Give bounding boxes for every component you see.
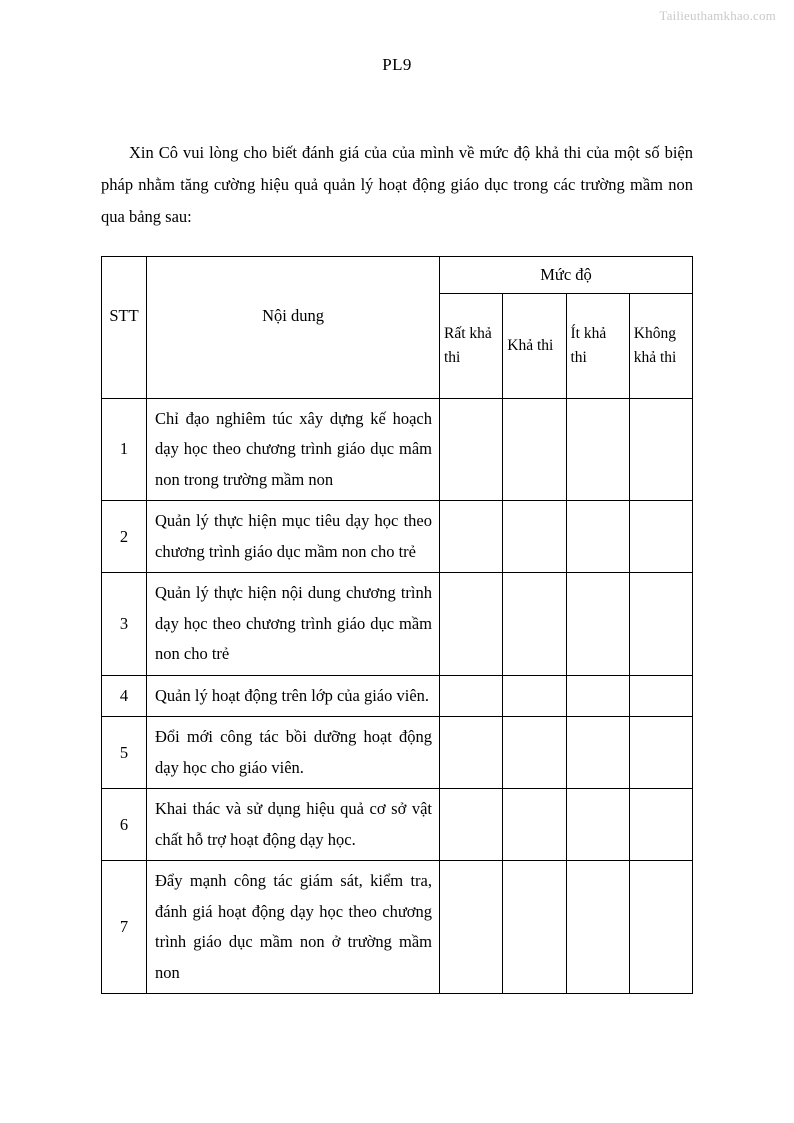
- answer-cell-khong-kha-thi[interactable]: [629, 398, 692, 501]
- row-content: Quản lý thực hiện nội dung chương trình dạy học theo chương trình giáo dục mầm non cho trẻ: [147, 573, 440, 676]
- row-number: 3: [102, 573, 147, 676]
- table-row: [102, 573, 693, 676]
- answer-cell-khong-kha-thi[interactable]: [629, 573, 692, 676]
- answer-cell-it-kha-thi[interactable]: [566, 675, 629, 717]
- row-content: Quản lý hoạt động trên lớp của giáo viên.: [147, 675, 440, 717]
- answer-cell-khong-kha-thi[interactable]: [629, 861, 692, 994]
- table-row: [102, 675, 693, 717]
- answer-cell-it-kha-thi[interactable]: [566, 501, 629, 573]
- table-header-row-top: [102, 256, 693, 293]
- answer-cell-it-kha-thi[interactable]: [566, 398, 629, 501]
- answer-cell-rat-kha-thi[interactable]: [440, 398, 503, 501]
- row-number: 1: [102, 398, 147, 501]
- answer-cell-khong-kha-thi[interactable]: [629, 501, 692, 573]
- survey-table: [101, 256, 693, 995]
- row-number: 5: [102, 717, 147, 789]
- answer-cell-rat-kha-thi[interactable]: [440, 861, 503, 994]
- row-number: 6: [102, 789, 147, 861]
- header-muc-do: Mức độ: [440, 256, 693, 293]
- row-content: Chỉ đạo nghiêm túc xây dựng kế hoạch dạy học theo chương trình giáo dục mâm non trong trường mầm non: [147, 398, 440, 501]
- answer-cell-khong-kha-thi[interactable]: [629, 789, 692, 861]
- answer-cell-rat-kha-thi[interactable]: [440, 501, 503, 573]
- answer-cell-rat-kha-thi[interactable]: [440, 789, 503, 861]
- answer-cell-it-kha-thi[interactable]: [566, 861, 629, 994]
- answer-cell-it-kha-thi[interactable]: [566, 789, 629, 861]
- table-row: [102, 717, 693, 789]
- row-content: Đẩy mạnh công tác giám sát, kiểm tra, đánh giá hoạt động dạy học theo chương trình giáo dục mầm non ở trường mầm non: [147, 861, 440, 994]
- row-content: Quản lý thực hiện mục tiêu dạy học theo chương trình giáo dục mầm non cho trẻ: [147, 501, 440, 573]
- row-number: 4: [102, 675, 147, 717]
- answer-cell-rat-kha-thi[interactable]: [440, 717, 503, 789]
- answer-cell-kha-thi[interactable]: [503, 789, 566, 861]
- table-row: [102, 398, 693, 501]
- header-noi-dung: Nội dung: [147, 256, 440, 398]
- answer-cell-kha-thi[interactable]: [503, 717, 566, 789]
- table-row: [102, 861, 693, 994]
- header-level-khong-kha-thi: Không khả thi: [629, 293, 692, 398]
- answer-cell-kha-thi[interactable]: [503, 861, 566, 994]
- answer-cell-rat-kha-thi[interactable]: [440, 573, 503, 676]
- header-level-it-kha-thi: Ít khả thi: [566, 293, 629, 398]
- header-level-kha-thi: Khả thi: [503, 293, 566, 398]
- answer-cell-it-kha-thi[interactable]: [566, 717, 629, 789]
- answer-cell-kha-thi[interactable]: [503, 501, 566, 573]
- watermark-text: Tailieuthamkhao.com: [659, 8, 776, 23]
- table-row: [102, 789, 693, 861]
- answer-cell-kha-thi[interactable]: [503, 675, 566, 717]
- header-stt: STT: [102, 256, 147, 398]
- answer-cell-rat-kha-thi[interactable]: [440, 675, 503, 717]
- table-row: [102, 501, 693, 573]
- answer-cell-it-kha-thi[interactable]: [566, 573, 629, 676]
- document-content: [101, 137, 693, 994]
- row-number: 2: [102, 501, 147, 573]
- answer-cell-khong-kha-thi[interactable]: [629, 717, 692, 789]
- page-label: PL9: [382, 55, 412, 74]
- answer-cell-kha-thi[interactable]: [503, 573, 566, 676]
- row-content: Đổi mới công tác bồi dưỡng hoạt động dạy học cho giáo viên.: [147, 717, 440, 789]
- header-level-rat-kha-thi: Rất khả thi: [440, 293, 503, 398]
- row-number: 7: [102, 861, 147, 994]
- intro-paragraph: Xin Cô vui lòng cho biết đánh giá của của mình về mức độ khả thi của một số biện pháp nhằm tăng cường hiệu quả quản lý hoạt động giáo dục trong các trường mầm non qua bảng sau:: [101, 143, 693, 227]
- answer-cell-kha-thi[interactable]: [503, 398, 566, 501]
- row-content: Khai thác và sử dụng hiệu quả cơ sở vật chất hỗ trợ hoạt động dạy học.: [147, 789, 440, 861]
- answer-cell-khong-kha-thi[interactable]: [629, 675, 692, 717]
